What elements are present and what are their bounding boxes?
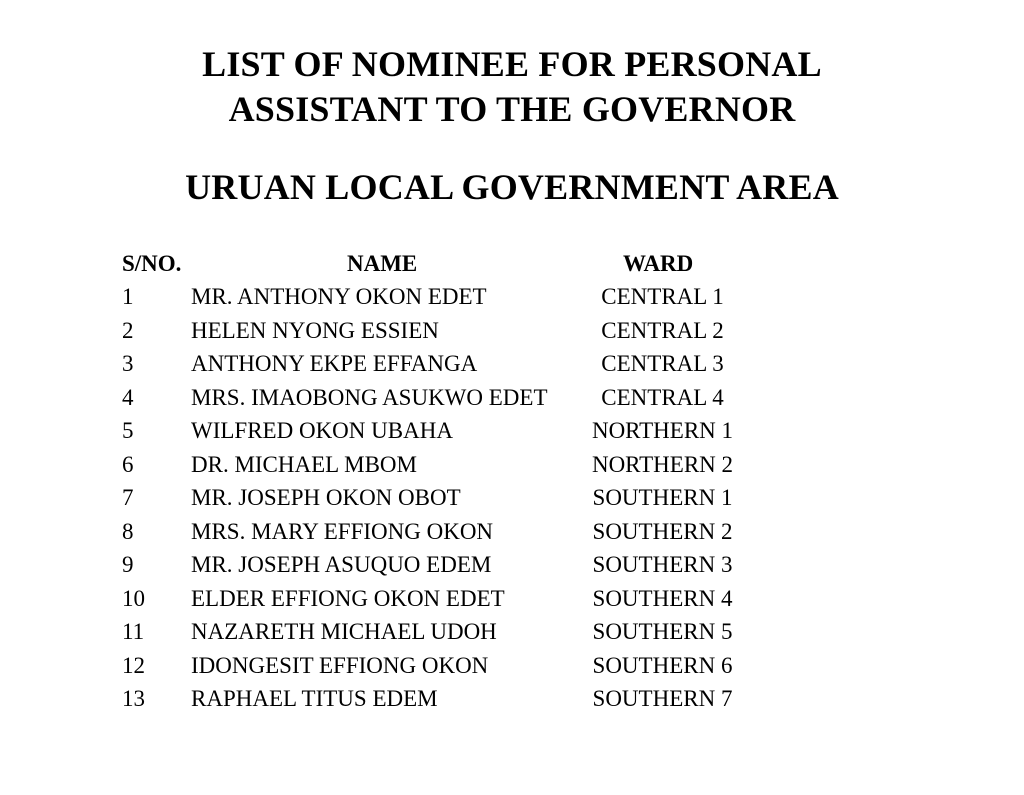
column-header-name: NAME (347, 251, 418, 276)
row-ward: SOUTHERN 1 (592, 485, 733, 510)
row-name: ANTHONY EKPE EFFANGA (191, 351, 478, 376)
row-name: MR. ANTHONY OKON EDET (191, 284, 487, 309)
row-name: HELEN NYONG ESSIEN (191, 317, 439, 343)
nominee-table (0, 283, 1024, 719)
table-row (0, 652, 1024, 686)
row-ward: SOUTHERN 2 (592, 518, 733, 544)
table-row (0, 551, 1024, 585)
column-header-ward: WARD (623, 251, 694, 276)
row-name: MR. JOSEPH ASUQUO EDEM (191, 552, 492, 577)
row-sno: 5 (122, 418, 134, 443)
row-ward: CENTRAL 3 (601, 351, 724, 376)
row-sno: 6 (122, 451, 134, 477)
row-name: NAZARETH MICHAEL UDOH (191, 619, 497, 644)
table-row (0, 685, 1024, 719)
row-ward: NORTHERN 2 (591, 451, 734, 477)
row-sno: 7 (122, 485, 134, 510)
row-ward: SOUTHERN 6 (592, 652, 733, 678)
row-name: RAPHAEL TITUS EDEM (191, 686, 438, 711)
row-name: MRS. IMAOBONG ASUKWO EDET (191, 384, 548, 410)
table-row (0, 484, 1024, 518)
document-title-line2: ASSISTANT TO THE GOVERNOR (228, 89, 796, 129)
document-title-line1: LIST OF NOMINEE FOR PERSONAL (202, 44, 822, 84)
row-ward: CENTRAL 2 (601, 317, 724, 343)
row-name: IDONGESIT EFFIONG OKON (191, 652, 489, 678)
table-row (0, 618, 1024, 652)
row-name: MR. JOSEPH OKON OBOT (191, 485, 461, 510)
table-row (0, 317, 1024, 351)
row-ward: CENTRAL 1 (601, 284, 724, 309)
document-subtitle: URUAN LOCAL GOVERNMENT AREA (185, 167, 839, 207)
row-sno: 12 (122, 652, 145, 678)
row-ward: NORTHERN 1 (591, 418, 734, 443)
table-row (0, 518, 1024, 552)
table-row (0, 417, 1024, 451)
row-sno: 8 (122, 518, 134, 544)
row-name: MRS. MARY EFFIONG OKON (191, 518, 494, 544)
row-sno: 1 (122, 284, 134, 309)
row-sno: 2 (122, 317, 134, 343)
row-sno: 11 (122, 619, 145, 644)
row-ward: SOUTHERN 7 (592, 686, 733, 711)
row-name: WILFRED OKON UBAHA (191, 418, 453, 443)
table-row (0, 585, 1024, 619)
row-sno: 13 (122, 686, 145, 711)
row-sno: 10 (122, 585, 145, 611)
table-row (0, 384, 1024, 418)
row-sno: 4 (122, 384, 134, 410)
table-row (0, 451, 1024, 485)
row-name: ELDER EFFIONG OKON EDET (191, 585, 505, 611)
row-ward: CENTRAL 4 (601, 384, 724, 410)
row-name: DR. MICHAEL MBOM (191, 451, 417, 477)
row-sno: 9 (122, 552, 134, 577)
row-sno: 3 (122, 351, 134, 376)
column-header-sno: S/NO. (122, 251, 182, 276)
table-row (0, 350, 1024, 384)
table-row (0, 283, 1024, 317)
row-ward: SOUTHERN 3 (592, 552, 733, 577)
row-ward: SOUTHERN 5 (592, 619, 733, 644)
row-ward: SOUTHERN 4 (592, 585, 733, 611)
